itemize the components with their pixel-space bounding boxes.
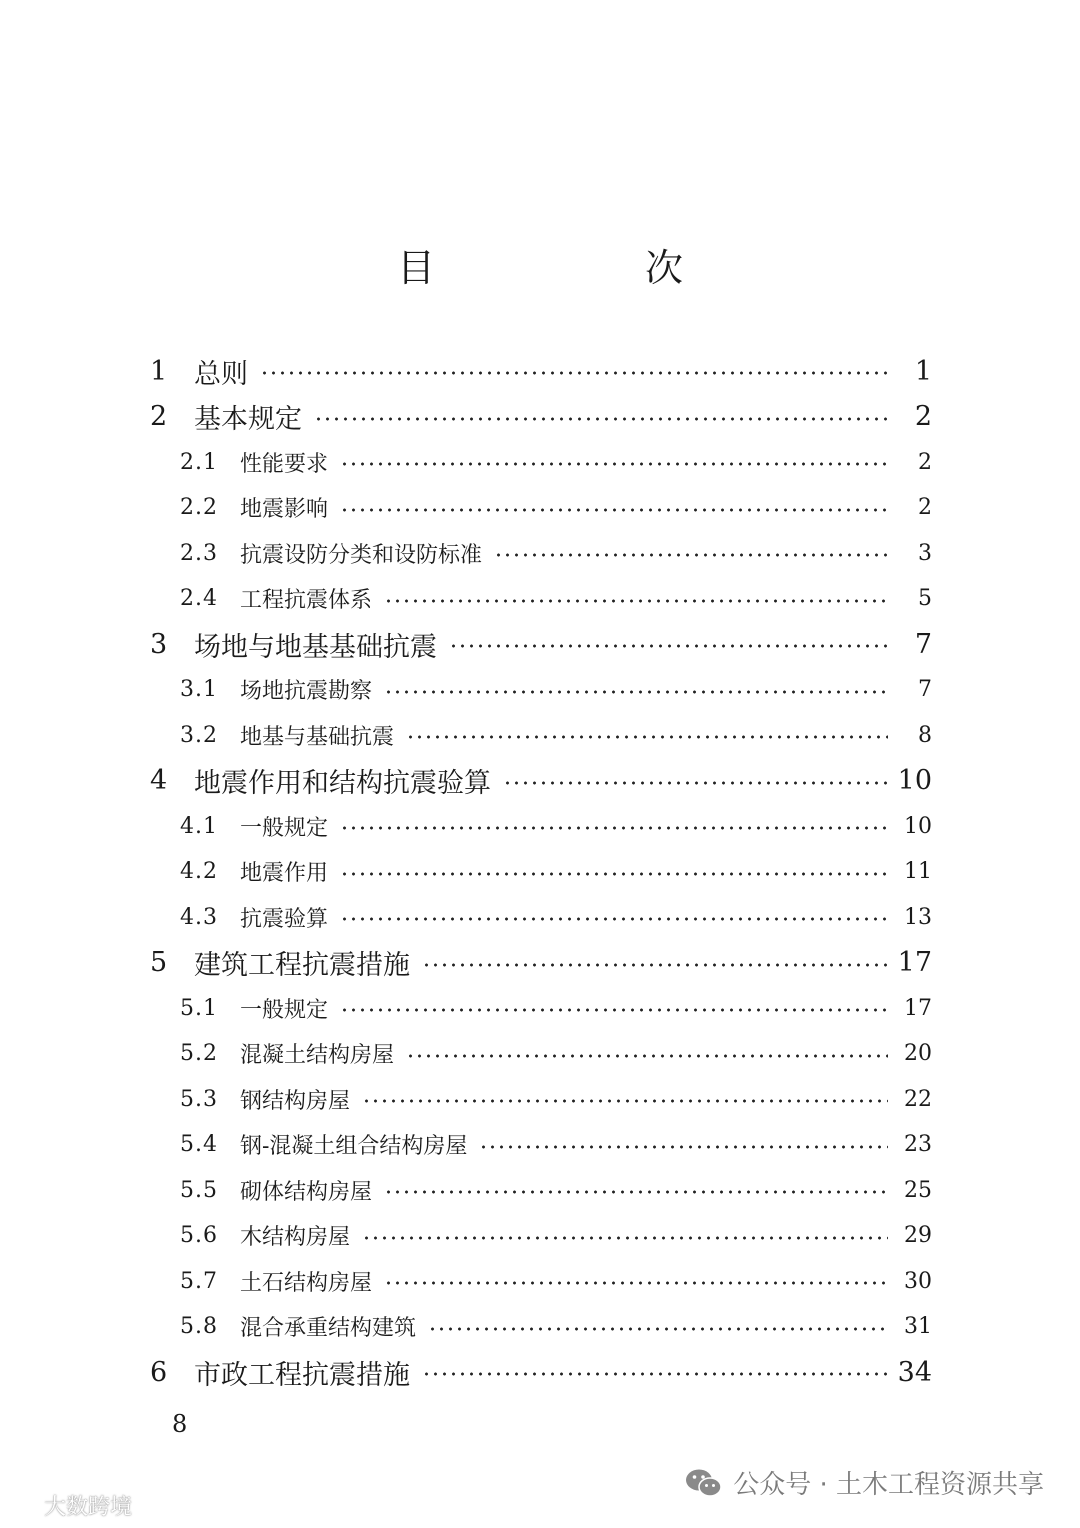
toc-entry-page: 5 — [918, 586, 932, 611]
toc-entry-page: 1 — [914, 355, 932, 387]
page-number: 8 — [172, 1410, 188, 1438]
toc-entry-label: 钢-混凝土组合结构房屋 — [240, 1134, 468, 1159]
toc-entry — [180, 1258, 932, 1304]
toc-leader-dots — [340, 917, 888, 921]
toc-leader-dots — [422, 1372, 888, 1376]
toc-entry-number: 5.2 — [180, 1041, 218, 1066]
toc-entry-page: 2 — [914, 401, 932, 432]
toc-entry-page: 8 — [918, 722, 932, 748]
toc-entry-page: 25 — [904, 1177, 932, 1203]
toc-entry-number: 3 — [150, 628, 168, 660]
toc-entry-page: 17 — [897, 947, 932, 978]
toc-entry-label: 抗震设防分类和设防标准 — [240, 542, 483, 568]
toc-entry — [180, 1122, 932, 1168]
toc-entry-number: 5.6 — [180, 1223, 218, 1248]
toc-entry-number: 4.1 — [180, 813, 218, 839]
toc-leader-dots — [340, 826, 888, 830]
toc-entry-number: 5.1 — [180, 995, 218, 1021]
toc-entry-label: 市政工程抗震措施 — [194, 1359, 410, 1391]
toc-entry-label: 场地与地基基础抗震 — [194, 631, 437, 663]
toc-entry — [180, 1213, 932, 1259]
toc-leader-dots — [428, 1327, 888, 1331]
toc-entry-page: 2 — [918, 449, 932, 475]
toc-entry-number: 6 — [150, 1356, 168, 1388]
toc-entry-page: 10 — [897, 765, 932, 796]
toc-entry-number: 1 — [150, 355, 168, 387]
toc-entry-page: 11 — [904, 859, 932, 884]
toc-entry — [180, 712, 932, 758]
toc-entry-number: 4 — [150, 765, 168, 796]
toc-entry-number: 4.3 — [180, 904, 218, 930]
toc-entry — [150, 394, 932, 440]
toc-leader-dots — [494, 553, 888, 557]
toc-entry — [150, 348, 932, 394]
toc-entry-label: 性能要求 — [240, 451, 329, 477]
toc-entry-number: 2.3 — [180, 540, 218, 566]
toc-entry-label: 混合承重结构建筑 — [240, 1316, 417, 1341]
toc-entry-number: 5.8 — [180, 1314, 218, 1339]
brand-logo-icon — [10, 1496, 40, 1516]
toc-leader-dots — [260, 371, 888, 375]
toc-entry-page: 10 — [904, 813, 932, 839]
toc-entry-label: 地震作用和结构抗震验算 — [194, 768, 491, 799]
toc-entry — [180, 849, 932, 895]
toc-entry-label: 钢结构房屋 — [240, 1088, 351, 1114]
toc-entry-page: 30 — [904, 1268, 932, 1294]
toc-entry-label: 抗震验算 — [240, 906, 329, 932]
toc-entry-number: 5.4 — [180, 1132, 218, 1157]
toc-leader-dots — [362, 1236, 888, 1240]
toc-entry — [180, 1076, 932, 1122]
toc-entry-label: 砌体结构房屋 — [240, 1179, 373, 1205]
toc-entry-label: 地震影响 — [240, 497, 329, 522]
toc-entry — [180, 894, 932, 940]
toc-entry-page: 17 — [904, 995, 932, 1021]
toc-entry-number: 4.2 — [180, 859, 218, 884]
toc-leader-dots — [340, 508, 888, 512]
toc-entry-number: 5.5 — [180, 1177, 218, 1203]
toc-entry — [180, 439, 932, 485]
toc-entry-label: 木结构房屋 — [240, 1225, 351, 1250]
toc-leader-dots — [384, 690, 888, 694]
toc-entry-label: 土石结构房屋 — [240, 1270, 373, 1296]
toc-entry-number: 3.2 — [180, 722, 218, 748]
toc-leader-dots — [314, 417, 888, 421]
toc-entry — [180, 985, 932, 1031]
toc-entry-page: 31 — [904, 1314, 932, 1339]
toc-entry — [180, 1167, 932, 1213]
toc-entry-number: 5.3 — [180, 1086, 218, 1112]
toc-entry-number: 5 — [150, 947, 168, 978]
toc-entry-number: 2.2 — [180, 495, 218, 520]
toc-entry-label: 地震作用 — [240, 861, 329, 886]
toc-entry-page: 3 — [918, 540, 932, 566]
toc-entry-page: 7 — [914, 628, 932, 660]
toc-leader-dots — [449, 644, 888, 648]
account-name: 公众号 · 土木工程资源共享 — [733, 1470, 1044, 1500]
toc-entry — [150, 940, 932, 986]
toc-entry-number: 2.4 — [180, 586, 218, 611]
toc-entry-label: 总则 — [194, 358, 248, 390]
toc-leader-dots — [384, 1190, 888, 1194]
toc-entry-page: 29 — [904, 1223, 932, 1248]
toc-entry — [180, 530, 932, 576]
toc-entry-page: 7 — [918, 677, 932, 702]
toc-entry-number: 5.7 — [180, 1268, 218, 1294]
toc-entry-page: 13 — [904, 904, 932, 930]
toc-leader-dots — [422, 963, 888, 967]
toc-entry-number: 2.1 — [180, 449, 218, 475]
toc-entry-label: 建筑工程抗震措施 — [194, 950, 410, 981]
wechat-icon — [685, 1468, 723, 1498]
toc-entry — [180, 667, 932, 713]
toc-leader-dots — [406, 735, 888, 739]
toc-entry-label: 地基与基础抗震 — [240, 724, 395, 750]
toc-entry-page: 20 — [904, 1041, 932, 1066]
toc-entry-page: 2 — [918, 495, 932, 520]
toc-entry — [180, 485, 932, 531]
toc-entry — [180, 803, 932, 849]
toc-leader-dots — [362, 1099, 888, 1103]
toc-entry-number: 3.1 — [180, 677, 218, 702]
toc-entry-page: 23 — [904, 1132, 932, 1157]
toc-entry-label: 一般规定 — [240, 815, 329, 841]
account-watermark — [685, 1464, 1044, 1501]
toc-leader-dots — [479, 1145, 888, 1149]
brand-watermark — [10, 1490, 132, 1521]
toc-entry-number: 2 — [150, 401, 168, 432]
toc-entry-label: 场地抗震勘察 — [240, 679, 373, 704]
toc-leader-dots — [340, 462, 888, 466]
toc-leader-dots — [340, 1008, 888, 1012]
toc-entry-label: 工程抗震体系 — [240, 588, 373, 613]
toc-entry — [180, 1304, 932, 1350]
toc-entry-label: 混凝土结构房屋 — [240, 1043, 395, 1068]
toc-leader-dots — [340, 872, 888, 876]
toc-leader-dots — [503, 781, 888, 785]
toc-entry — [150, 621, 932, 667]
toc-leader-dots — [406, 1054, 888, 1058]
brand-name: 大数跨境 — [44, 1495, 133, 1520]
toc-entry-page: 34 — [897, 1356, 932, 1388]
toc-leader-dots — [384, 1281, 888, 1285]
toc-entry — [180, 576, 932, 622]
toc-entry-label: 基本规定 — [194, 404, 302, 435]
toc-leader-dots — [384, 599, 888, 603]
toc-entry-label: 一般规定 — [240, 997, 329, 1023]
toc-entry — [150, 1349, 932, 1395]
toc-entry — [180, 1031, 932, 1077]
page-title: 目 次 — [396, 246, 769, 290]
toc-entry — [150, 758, 932, 804]
toc-entry-page: 22 — [904, 1086, 932, 1112]
